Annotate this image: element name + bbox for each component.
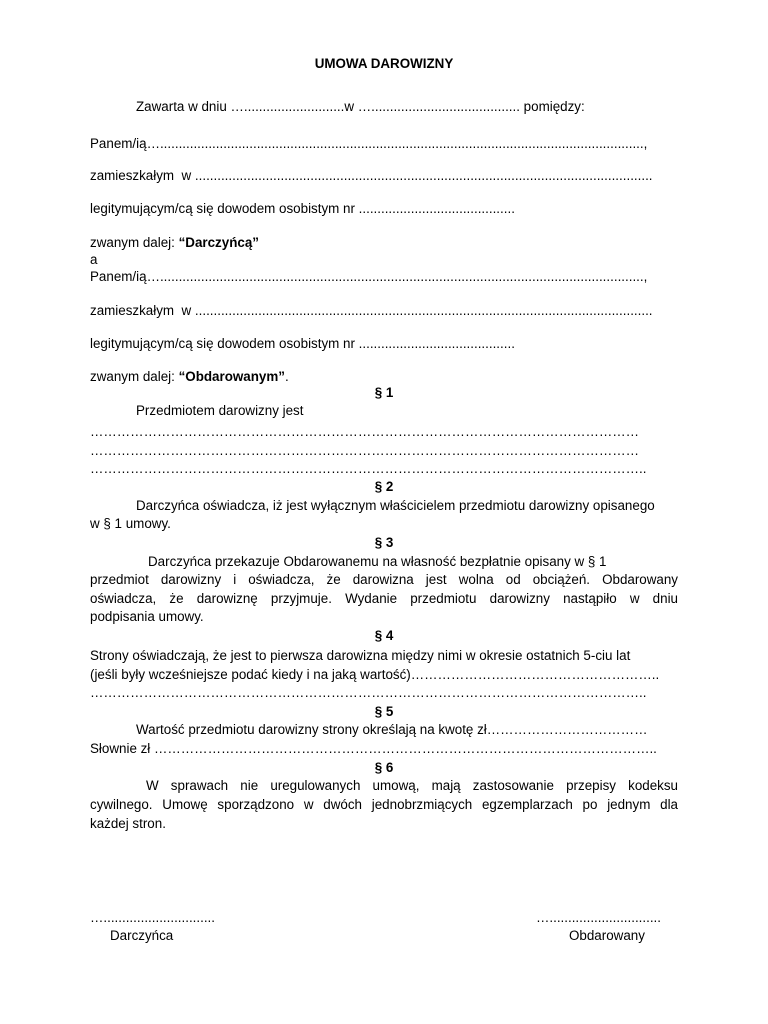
section-4-line: …………………………………………………………………………………………………………….. xyxy=(90,685,647,700)
party2-address-line: zamieszkałym w ........................................................................................................................... xyxy=(90,303,653,318)
party2-name-line: Panem/ią….................................................................................................................................., xyxy=(90,269,648,284)
party2-alias-prefix: zwanym dalej: xyxy=(90,369,179,384)
party1-alias: “Darczyńcą” xyxy=(178,235,259,250)
signature-label-donee: Obdarowany xyxy=(569,928,645,943)
section-5-line: Wartość przedmiotu darowizny strony określają na kwotę zł……………………………… xyxy=(136,722,648,737)
section-6-heading: § 6 xyxy=(374,760,394,775)
section-1-line: …………………………………………………………………………………………………………… xyxy=(90,424,640,439)
section-1-line: …………………………………………………………………………………………………………….. xyxy=(90,461,647,476)
party2-alias: “Obdarowanym” xyxy=(178,369,285,384)
party1-name-line: Panem/ią….................................................................................................................................., xyxy=(90,136,648,151)
section-4-line: Strony oświadczają, że jest to pierwsza darowizna między nimi w okresie ostatnich 5-ciu lat xyxy=(90,648,631,663)
party1-alias-prefix: zwanym dalej: xyxy=(90,235,179,250)
section-3-line: oświadcza, że darowiznę przyjmuje. Wydanie przedmiotu darowizny nastąpiło w dniu xyxy=(90,591,678,606)
party2-id-line: legitymującym/cą się dowodem osobistym nr .......................................... xyxy=(90,336,515,351)
section-3-line: Darczyńca przekazuje Obdarowanemu na własność bezpłatnie opisany w § 1 xyxy=(148,554,607,569)
party1-alias-line xyxy=(90,234,678,252)
section-3-line: przedmiot darowizny i oświadcza, że darowizna jest wolna od obciążeń. Obdarowany xyxy=(90,572,678,587)
section-5-line: Słownie zł ………………………………………………………………………………………………….. xyxy=(90,741,657,756)
conjunction: a xyxy=(90,252,98,267)
section-3-heading: § 3 xyxy=(374,535,394,550)
signature-line-donee: ….............................. xyxy=(536,910,662,925)
section-5-heading: § 5 xyxy=(374,704,394,719)
section-2-line: w § 1 umowy. xyxy=(90,516,171,531)
section-2-heading: § 2 xyxy=(374,479,394,494)
party1-id-line: legitymującym/cą się dowodem osobistym nr .......................................... xyxy=(90,201,515,216)
section-2-line: Darczyńca oświadcza, iż jest wyłącznym właścicielem przedmiotu darowizny opisanego xyxy=(136,498,655,513)
party2-alias-suffix: . xyxy=(284,369,289,384)
section-6-line: każdej stron. xyxy=(90,816,166,831)
section-1-line: Przedmiotem darowizny jest xyxy=(136,403,304,418)
document-title: UMOWA DAROWIZNY xyxy=(314,56,454,71)
intro-line: Zawarta w dniu …...........................w …........................................ pomiędzy: xyxy=(136,99,585,114)
section-6-line: W sprawach nie uregulowanych umową, mają zastosowanie przepisy kodeksu xyxy=(146,778,678,793)
section-4-heading: § 4 xyxy=(374,628,394,643)
section-1-line: …………………………………………………………………………………………………………… xyxy=(90,443,640,458)
section-1-heading: § 1 xyxy=(374,385,394,400)
signature-line-donor: ….............................. xyxy=(90,910,216,925)
party1-address-line: zamieszkałym w ........................................................................................................................... xyxy=(90,168,653,183)
section-6-line: cywilnego. Umowę sporządzono w dwóch jednobrzmiących egzemplarzach po jednym dla xyxy=(90,797,678,812)
section-4-line: (jeśli były wcześniejsze podać kiedy i na jaką wartość)……………………………………………….. xyxy=(90,667,660,682)
signature-label-donor: Darczyńca xyxy=(110,928,174,943)
section-3-line: podpisania umowy. xyxy=(90,609,204,624)
